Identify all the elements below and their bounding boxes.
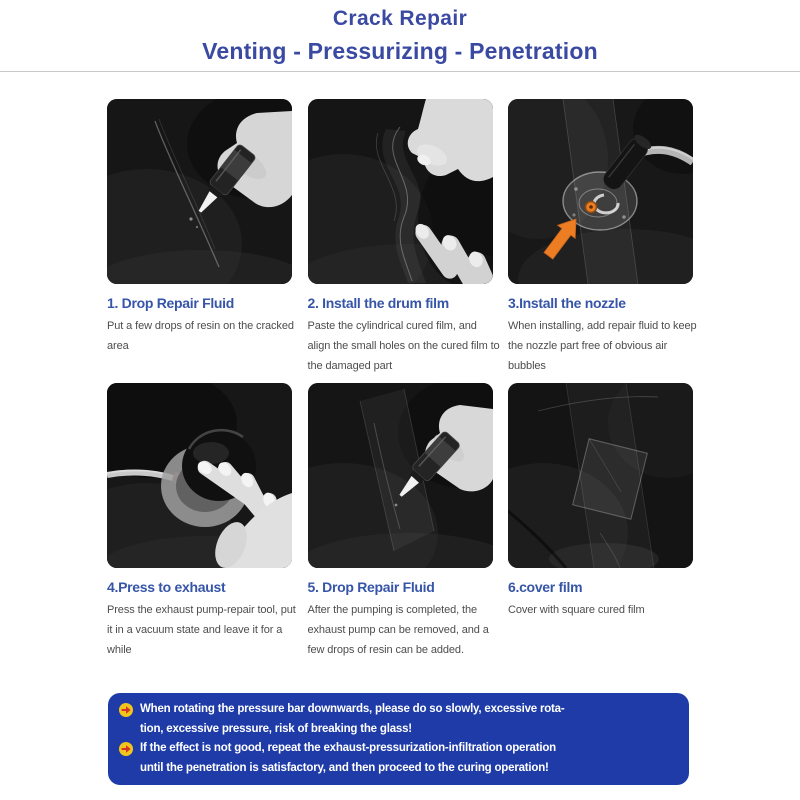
step-card-3 [508, 99, 697, 383]
photo-square-cover-film-icon [508, 383, 693, 568]
step-3-title: 3.Install the nozzle [508, 295, 626, 311]
warning-note-1-text [140, 700, 565, 739]
warning-note-2-line-1: If the effect is not good, repeat the exhaust-pressurization-infiltration operation [140, 742, 556, 754]
step-4-title: 4.Press to exhaust [107, 579, 226, 595]
warning-note-1-line-1: When rotating the pressure bar downwards, please do so slowly, excessive rota- [140, 703, 565, 715]
step-card-5 [308, 383, 493, 667]
page-subtitle: Venting - Pressurizing - Penetration [202, 38, 598, 64]
photo-drop-fluid-after-pumping-icon [308, 383, 493, 568]
step-1-description: Put a few drops of resin on the cracked area [107, 320, 294, 352]
step-5-title: 5. Drop Repair Fluid [307, 579, 435, 595]
step-card-1 [107, 99, 292, 383]
steps-grid [107, 99, 697, 667]
step-4-photo [107, 383, 292, 568]
note-bullet-icon [119, 703, 133, 717]
warning-note-2 [119, 739, 676, 778]
warning-note-1 [119, 700, 676, 739]
warning-note-2-text [140, 739, 556, 778]
step-5-photo [308, 383, 493, 568]
step-card-2 [307, 99, 500, 383]
step-card-6 [508, 383, 693, 667]
warning-banner [108, 693, 689, 785]
step-3-photo [508, 99, 693, 284]
step-card-4 [107, 383, 296, 667]
step-6-title: 6.cover film [508, 579, 583, 595]
step-2-description: Paste the cylindrical cured film, and align the small holes on the cured film to the damaged part [307, 320, 500, 372]
photo-drop-fluid-on-crack-icon [107, 99, 292, 284]
step-2-title: 2. Install the drum film [307, 295, 449, 311]
step-6-description: Cover with square cured film [508, 604, 645, 616]
page-title: Crack Repair [332, 7, 468, 30]
header [0, 0, 800, 65]
step-6-photo [508, 383, 693, 568]
photo-press-exhaust-pump-icon [107, 383, 292, 568]
warning-note-2-line-2: until the penetration is satisfactory, and then proceed to the curing operation! [140, 761, 549, 774]
warning-note-1-line-2: tion, excessive pressure, risk of breaking the glass! [140, 722, 412, 735]
note-bullet-icon [119, 742, 133, 756]
step-1-photo [107, 99, 292, 284]
step-1-title: 1. Drop Repair Fluid [107, 295, 235, 311]
step-5-description: After the pumping is completed, the exhaust pump can be removed, and a few drops of resin can be added. [307, 604, 489, 656]
photo-install-nozzle-icon [508, 99, 693, 284]
step-4-description: Press the exhaust pump-repair tool, put it in a vacuum state and leave it for a while [107, 604, 296, 656]
step-2-photo [308, 99, 493, 284]
step-3-description: When installing, add repair fluid to keep the nozzle part free of obvious air bubbles [508, 320, 697, 372]
header-divider [0, 71, 800, 72]
photo-install-drum-film-icon [308, 99, 493, 284]
